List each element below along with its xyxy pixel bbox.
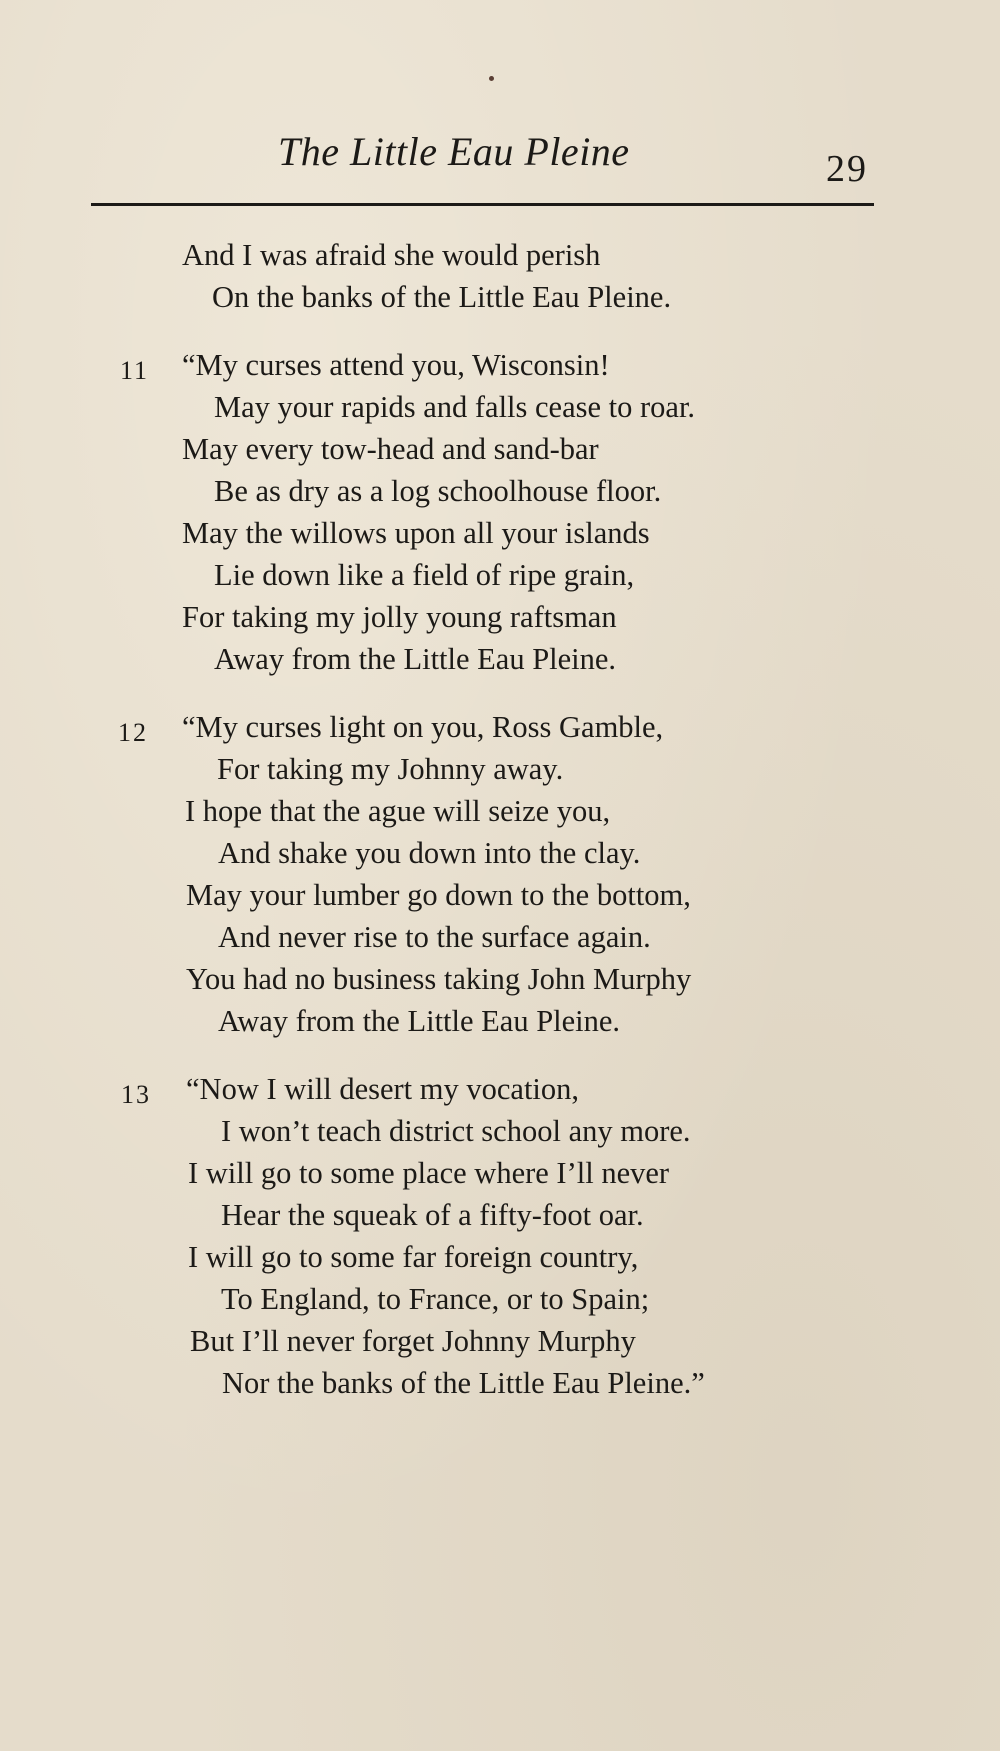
verse-line: May the willows upon all your islands [182, 516, 650, 550]
verse-line: And I was afraid she would perish [182, 238, 601, 272]
verse-line: I will go to some place where I’ll never [188, 1156, 670, 1190]
verse-line: For taking my Johnny away. [217, 752, 564, 786]
page-number: 29 [826, 148, 868, 190]
verse-line: To England, to France, or to Spain; [221, 1282, 650, 1316]
verse-line: Nor the banks of the Little Eau Pleine.” [222, 1366, 705, 1400]
verse-line: I hope that the ague will seize you, [185, 794, 611, 828]
verse-line: For taking my jolly young raftsman [182, 600, 617, 634]
verse-line: I won’t teach district school any more. [221, 1114, 691, 1148]
stanza-number: 13 [121, 1080, 151, 1109]
verse-line: May every tow-head and sand-bar [182, 432, 599, 466]
verse-line: And shake you down into the clay. [218, 836, 641, 870]
verse-line: Lie down like a field of ripe grain, [214, 558, 635, 592]
stanza-number: 11 [120, 356, 150, 385]
verse-line: “Now I will desert my vocation, [186, 1072, 580, 1106]
verse-line: And never rise to the surface again. [218, 920, 651, 954]
verse-line: You had no business taking John Murphy [186, 962, 692, 996]
verse-line: On the banks of the Little Eau Pleine. [212, 280, 672, 314]
verse-line: Away from the Little Eau Pleine. [214, 642, 617, 676]
verse-line: But I’ll never forget Johnny Murphy [190, 1324, 636, 1358]
verse-line: Be as dry as a log schoolhouse floor. [214, 474, 662, 508]
verse-line: Away from the Little Eau Pleine. [218, 1004, 621, 1038]
running-head-title: The Little Eau Pleine [278, 129, 630, 174]
verse-line: “My curses light on you, Ross Gamble, [182, 710, 664, 744]
paper-speck [489, 76, 494, 81]
verse-line: May your rapids and falls cease to roar. [214, 390, 696, 424]
verse-line: “My curses attend you, Wisconsin! [182, 348, 610, 382]
verse-line: May your lumber go down to the bottom, [186, 878, 691, 912]
stanza-number: 12 [118, 718, 148, 747]
verse-line: Hear the squeak of a fifty-foot oar. [221, 1198, 644, 1232]
header-rule [91, 203, 874, 206]
verse-line: I will go to some far foreign country, [188, 1240, 639, 1274]
